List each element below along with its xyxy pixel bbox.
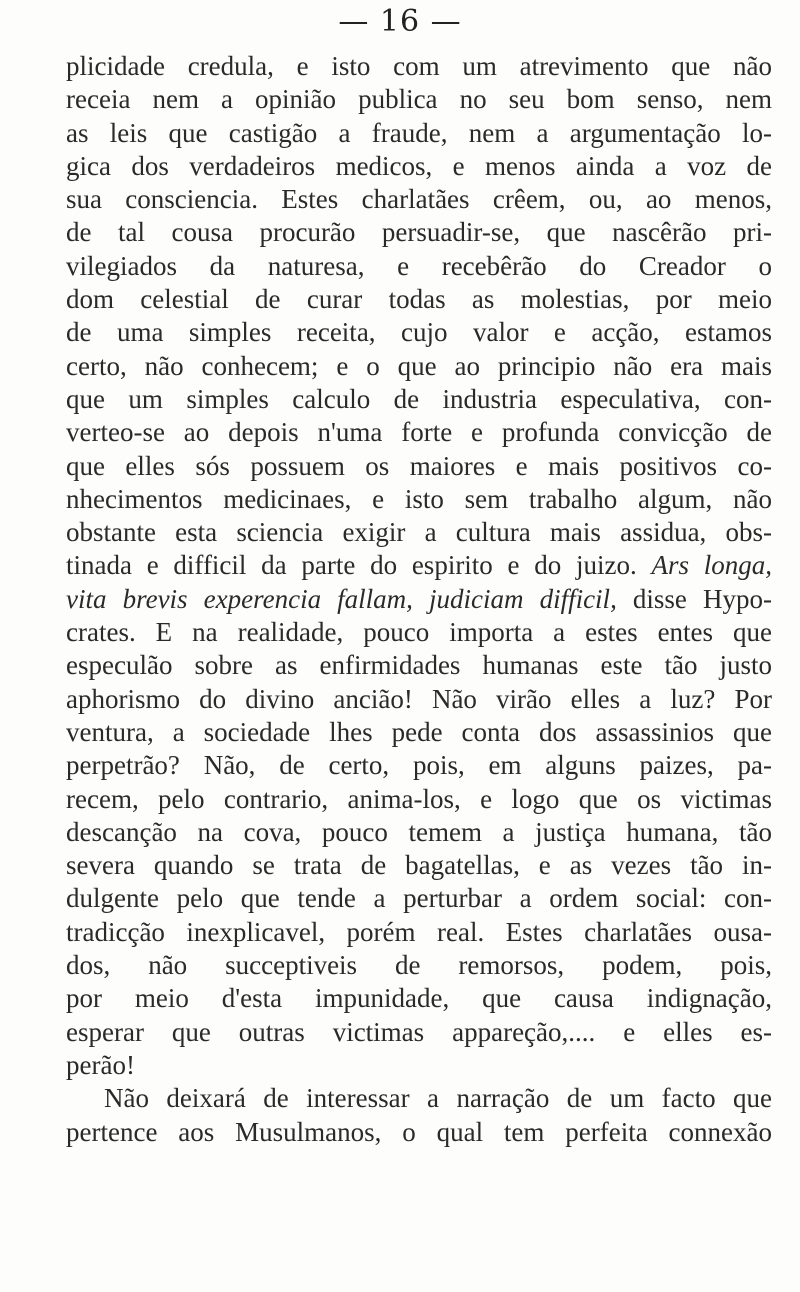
text-line: obstante esta sciencia exigir a cultura mais assidua, obs-: [66, 517, 772, 548]
text-line: as leis que castigão a fraude, nem a argumentação lo-: [66, 117, 772, 148]
text-line-with-quote: [66, 549, 772, 582]
text-line: severa quando se trata de bagatellas, e as vezes tão in-: [66, 850, 772, 881]
text-line: plicidade credula, e isto com um atrevimento que não: [66, 51, 772, 81]
text-line: dos, não succeptiveis de remorsos, podem, pois,: [66, 950, 772, 981]
text-line: aphorismo do divino ancião! Não virão elles a luz? Por: [66, 683, 772, 714]
text-line: gica dos verdadeiros medicos, e menos ainda a voz de: [66, 150, 772, 181]
latin-quote: vita brevis experencia fallam, judiciam difficil,: [66, 583, 617, 614]
paragraph-end-line: perão!: [66, 1049, 135, 1080]
text-line: que um simples calculo de industria especulativa, con-: [66, 383, 772, 414]
paragraph-start-line: Não deixará de interessar a narração de um facto que: [104, 1083, 772, 1114]
text-line: perpetrão? Não, de certo, pois, em alguns paizes, pa-: [66, 750, 772, 781]
text-line: certo, não conhecem; e o que ao principio não era mais: [66, 350, 772, 381]
text-line: nhecimentos medicinaes, e isto sem trabalho algum, não: [66, 483, 772, 514]
text-line: crates. E na realidade, pouco importa a estes entes que: [66, 617, 772, 648]
text-line: especulão sobre as enfirmidades humanas este tão justo: [66, 650, 772, 681]
text-line-with-quote: [66, 583, 772, 616]
text-line: de tal cousa procurão persuadir-se, que nascêrão pri-: [66, 217, 772, 248]
text-fragment: disse Hypo-: [616, 583, 772, 614]
text-fragment: tinada e difficil da parte do espirito e do juizo.: [66, 550, 652, 581]
text-line: por meio d'esta impunidade, que causa indignação,: [66, 983, 772, 1014]
text-line: de uma simples receita, cujo valor e acção, estamos: [66, 317, 772, 348]
text-line: vilegiados da naturesa, e recebêrão do Creador o: [66, 250, 772, 281]
text-line: pertence aos Musulmanos, o qual tem perfeita connexão: [66, 1116, 772, 1147]
text-line: descanção na cova, pouco temem a justiça humana, tão: [66, 816, 772, 847]
latin-quote: Ars longa,: [651, 550, 772, 581]
text-line: ventura, a sociedade lhes pede conta dos assassinios que: [66, 716, 772, 747]
text-line: esperar que outras victimas appareção,.... e elles es-: [66, 1016, 772, 1047]
text-line: tradicção inexplicavel, porém real. Estes charlatães ousa-: [66, 916, 772, 947]
text-line: sua consciencia. Estes charlatães crêem, ou, ao menos,: [66, 184, 772, 215]
text-line: dulgente pelo que tende a perturbar a ordem social: con-: [66, 883, 772, 914]
page-number: — 16 —: [338, 4, 462, 39]
text-line: verteo-se ao depois n'uma forte e profunda convicção de: [66, 417, 772, 448]
text-line: receia nem a opinião publica no seu bom senso, nem: [66, 84, 772, 115]
text-line: recem, pelo contrario, anima-los, e logo que os victimas: [66, 783, 772, 814]
body-text: [66, 50, 772, 1149]
text-line: que elles sós possuem os maiores e mais positivos co-: [66, 450, 772, 481]
text-line: dom celestial de curar todas as molestias, por meio: [66, 284, 772, 315]
